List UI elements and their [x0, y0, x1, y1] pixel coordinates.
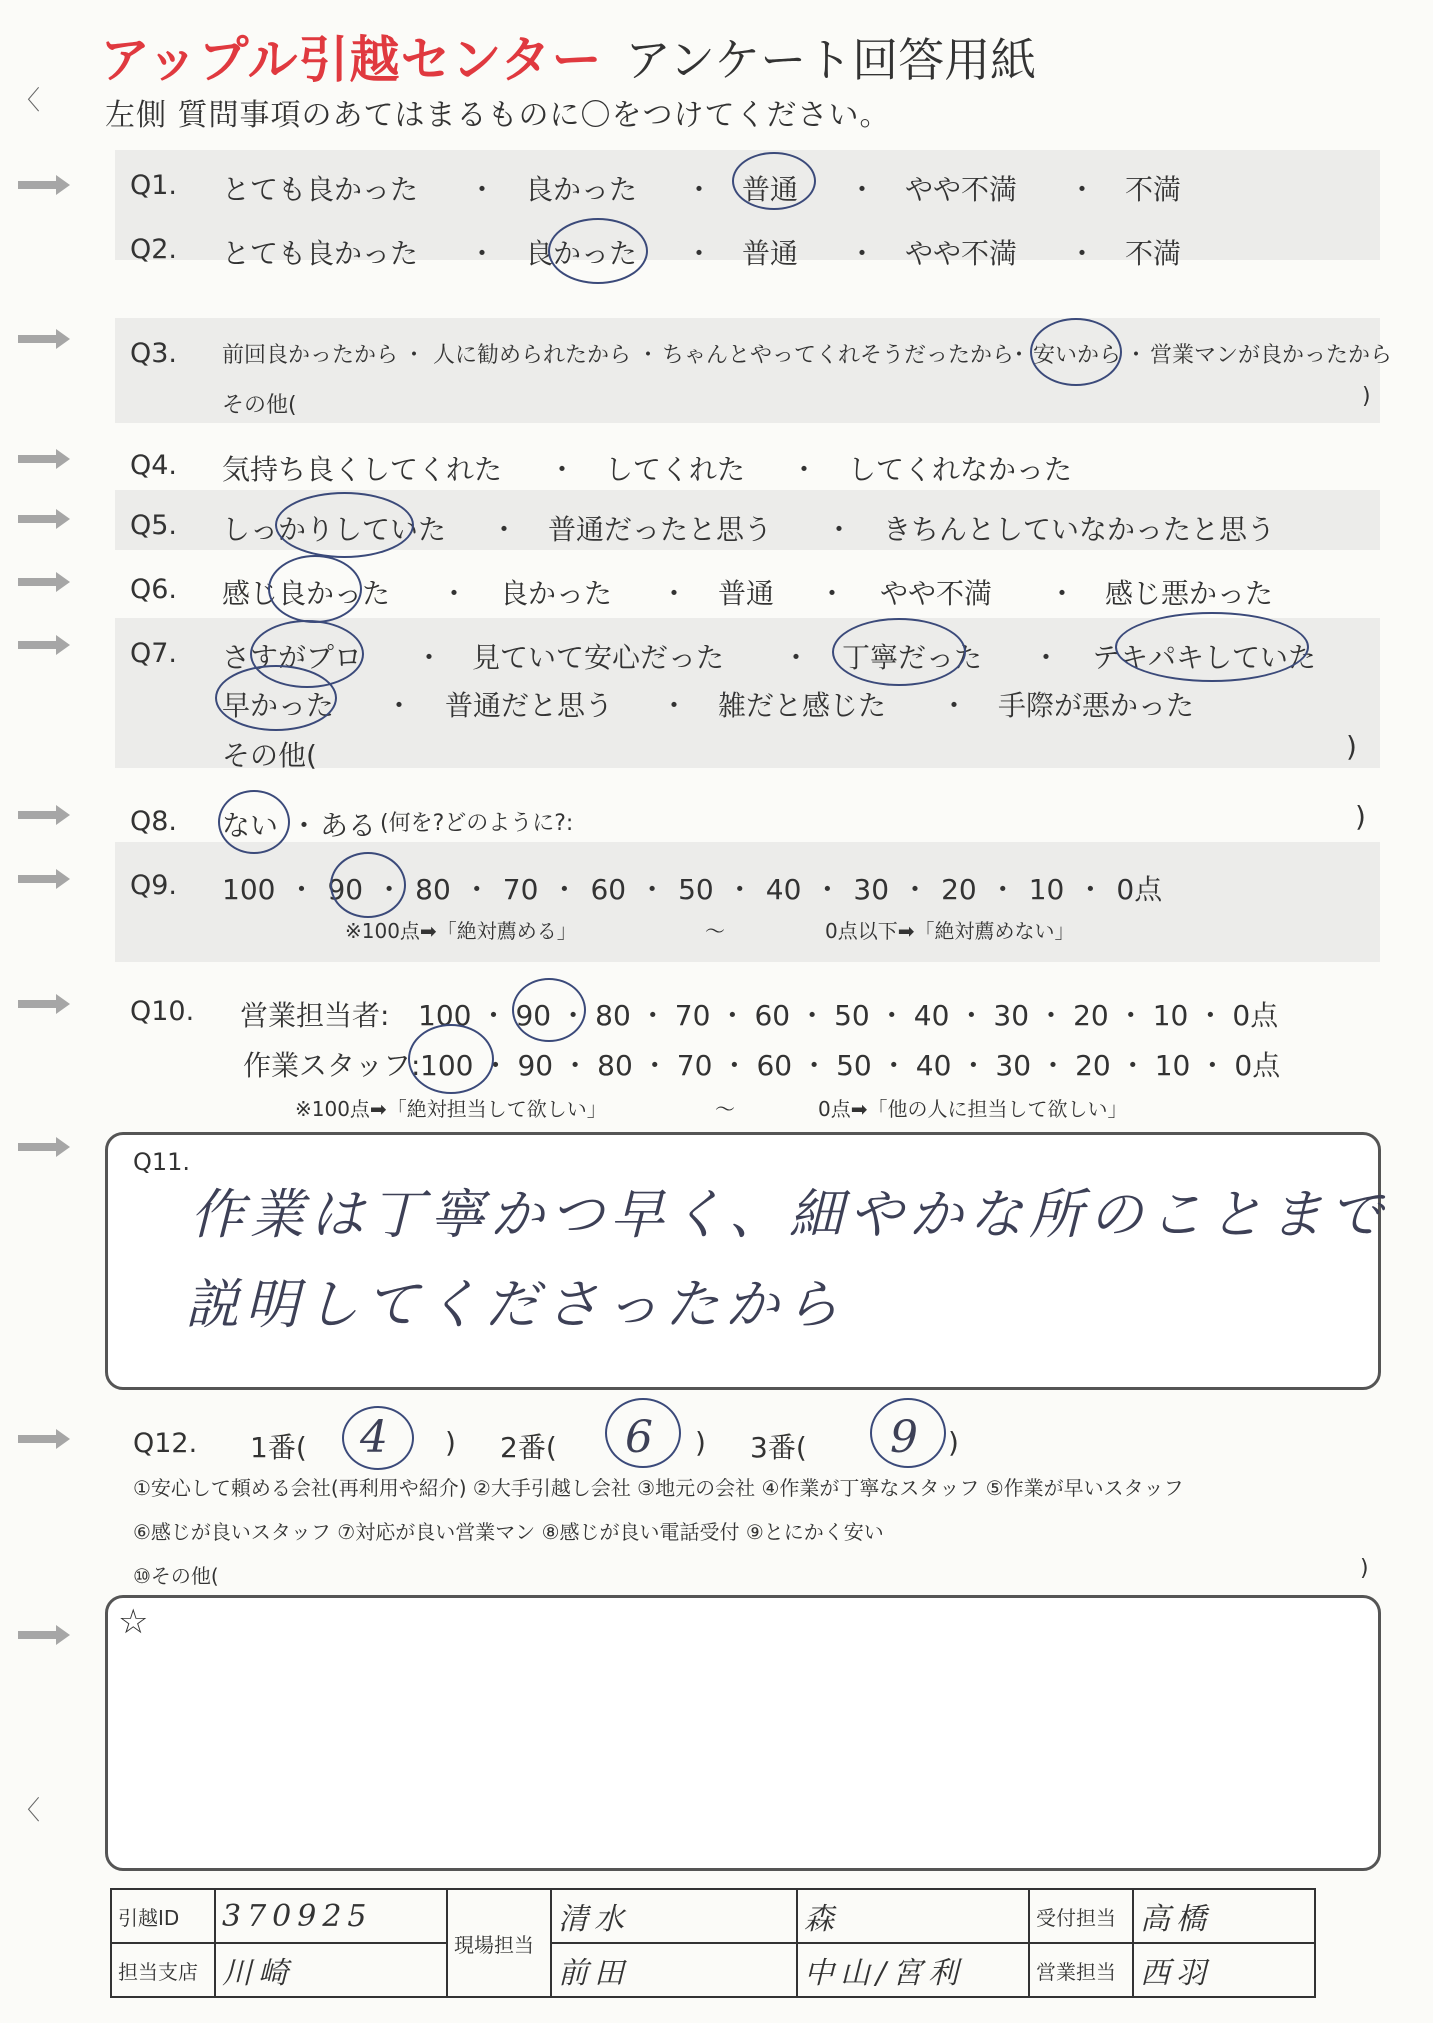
separator-dot: ・ — [988, 873, 1017, 906]
q9-scale-value[interactable]: 90 — [327, 873, 364, 906]
q12-rank2-label: 2番( — [500, 1431, 557, 1464]
q1-option[interactable]: とても良かった — [222, 173, 419, 206]
q11-label: Q11. — [133, 1148, 191, 1176]
q6-option[interactable]: 感じ悪かった — [1105, 577, 1274, 610]
selection-circle — [275, 492, 414, 558]
q6-option[interactable]: 普通 — [718, 577, 775, 610]
q7-option-selected[interactable]: テキパキしていた — [1092, 641, 1317, 674]
q3-band — [115, 318, 1380, 423]
sales-staff-label: 営業担当 — [1029, 1943, 1133, 1997]
q7-other-label: その他( — [222, 739, 317, 772]
q10-note-right: 0点➡「他の人に担当して欲しい」 — [818, 1097, 1128, 1121]
q8-detail-label: (何を?どのように?: — [380, 811, 574, 836]
q3-option[interactable]: 営業マンが良かったから — [1150, 343, 1393, 368]
q12-rank3-value: 9 — [890, 1412, 918, 1463]
q12-rank1-close: ) — [445, 1426, 456, 1459]
separator-dot: ・ — [720, 1049, 749, 1082]
q7-other-close: ) — [1346, 730, 1357, 763]
free-comment-box[interactable] — [105, 1595, 1381, 1871]
arrow-icon — [18, 638, 70, 652]
move-id-label: 引越ID — [111, 1889, 215, 1943]
q6-option[interactable]: やや不満 — [880, 577, 993, 610]
separator-dot: ・ — [1196, 999, 1225, 1032]
q9-note-tilde: 〜 — [705, 919, 725, 943]
q10-staff-value[interactable]: 70 — [676, 1049, 713, 1082]
q10-sales-value[interactable]: 40 — [913, 999, 950, 1032]
separator-dot: ・ — [1198, 1049, 1227, 1082]
q9-label: Q9. — [130, 870, 178, 901]
q2-option[interactable]: やや不満 — [905, 237, 1018, 270]
q12-rank3-label: 3番( — [750, 1431, 807, 1464]
separator-dot: ・ — [800, 1049, 829, 1082]
q10-staff-value[interactable]: 40 — [915, 1049, 952, 1082]
separator-dot: ・ — [1037, 999, 1066, 1032]
q12-choices-line2: ⑥感じが良いスタッフ ⑦対応が良い営業マン ⑧感じが良い電話受付 ⑨とにかく安い — [133, 1520, 884, 1544]
separator-dot: ・ — [479, 999, 508, 1032]
q9-scale-value[interactable]: 20 — [941, 873, 977, 906]
q5-option[interactable]: 普通だったと思う — [548, 513, 773, 546]
q4-option[interactable]: してくれた — [605, 453, 746, 486]
separator-dot: ・ — [375, 873, 404, 906]
q1-option-selected[interactable]: 普通 — [742, 173, 799, 206]
site-value3: 森 — [797, 1889, 1029, 1943]
rank-circle — [605, 1398, 681, 1468]
q7-label: Q7. — [130, 638, 178, 669]
rank-circle — [342, 1406, 414, 1470]
document-title: アンケート回答用紙 — [625, 33, 1037, 87]
q9-note-right: 0点以下➡「絶対薦めない」 — [825, 919, 1075, 943]
q7-option-selected[interactable]: 早かった — [222, 689, 335, 722]
q4-label: Q4. — [130, 450, 178, 481]
q10-staff-value[interactable]: 0点 — [1234, 1049, 1281, 1082]
arrow-icon — [18, 1140, 70, 1154]
q7-option[interactable]: 普通だと思う — [445, 689, 614, 722]
q12-rank2-value: 6 — [625, 1412, 653, 1463]
separator-dot: ・ — [1118, 1049, 1147, 1082]
star-icon: ☆ — [118, 1602, 149, 1642]
arrow-icon — [18, 575, 70, 589]
branch-label: 担当支店 — [111, 1943, 215, 1997]
q5-label: Q5. — [130, 510, 178, 541]
q6-option[interactable]: 良かった — [500, 577, 613, 610]
q10-staff-value[interactable]: 60 — [756, 1049, 793, 1082]
q8-option-selected[interactable]: ない — [222, 809, 279, 842]
q7-option[interactable]: 見ていて安心だった — [472, 641, 725, 674]
q10-staff-value[interactable]: 100 — [420, 1049, 474, 1082]
q12-other-close: ) — [1360, 1556, 1369, 1581]
q10-staff-value[interactable]: 50 — [836, 1049, 872, 1082]
selection-circle — [330, 852, 406, 918]
q4-option[interactable]: してくれなかった — [848, 453, 1073, 486]
rank-circle — [870, 1398, 946, 1468]
separator-dot: ・ — [638, 999, 667, 1032]
selection-circle — [1030, 318, 1122, 386]
selection-circle — [1115, 612, 1309, 682]
q10-sales-value[interactable]: 30 — [993, 999, 1030, 1032]
q2-label: Q2. — [130, 234, 178, 265]
q11-answer-box[interactable] — [105, 1132, 1381, 1390]
q10-staff-value[interactable]: 90 — [517, 1049, 554, 1082]
separator-dot: ・ — [957, 999, 986, 1032]
arrow-icon — [18, 452, 70, 466]
q9-scale-value[interactable]: 30 — [853, 873, 890, 906]
q8-label: Q8. — [130, 806, 178, 837]
reception-label: 受付担当 — [1029, 1889, 1133, 1943]
q9-scale-value[interactable]: 40 — [765, 873, 802, 906]
separator-dot: ・ — [877, 999, 906, 1032]
q3-option[interactable]: ちゃんとやってくれそうだったから — [662, 343, 1015, 368]
separator-dot: ・ — [959, 1049, 988, 1082]
q3-other-close: ) — [1362, 384, 1371, 409]
selection-circle — [512, 978, 586, 1042]
q9-scale-value[interactable]: 60 — [590, 873, 627, 906]
q9-scale-value[interactable]: 100 — [222, 873, 276, 906]
q3-other-label: その他( — [222, 393, 297, 418]
selection-circle — [408, 1024, 494, 1094]
arrow-icon — [18, 512, 70, 526]
q9-scale-value[interactable]: 80 — [415, 873, 451, 906]
separator-dot: ・ — [725, 873, 754, 906]
q7-option[interactable]: 雑だと感じた — [718, 689, 887, 722]
separator-dot: ・ — [550, 873, 579, 906]
selection-circle — [218, 790, 290, 854]
q4-option[interactable]: 気持ち良くしてくれた — [222, 453, 503, 486]
q12-rank3-close: ) — [948, 1426, 959, 1459]
q9-scale-value[interactable]: 70 — [502, 873, 539, 906]
q2-option-selected[interactable]: 良かった — [525, 237, 638, 270]
q10-staff-value[interactable]: 10 — [1154, 1049, 1191, 1082]
arrow-icon — [18, 872, 70, 886]
q1-label: Q1. — [130, 170, 178, 201]
q10-label: Q10. — [130, 996, 195, 1027]
arrow-icon — [18, 1628, 70, 1642]
site-value1: 清水 — [551, 1889, 797, 1943]
staff-table — [110, 1888, 1316, 1998]
separator-dot: ・ — [1039, 1049, 1068, 1082]
site-value2: 前田 — [551, 1943, 797, 1997]
arrow-icon — [18, 332, 70, 346]
brand-title: アップル引越センター — [100, 31, 603, 89]
selection-circle — [268, 555, 362, 623]
q10-sales-value[interactable]: 70 — [674, 999, 711, 1032]
q10-sales-label: 営業担当者: — [240, 999, 390, 1032]
separator-dot: ・ — [462, 873, 491, 906]
q5-option[interactable]: きちんとしていなかったと思う — [883, 513, 1276, 546]
move-id-value: 370925 — [215, 1889, 447, 1943]
q5-option-selected[interactable]: しっかりしていた — [222, 513, 447, 546]
q8-option[interactable]: ある — [320, 809, 377, 842]
q3-option-selected[interactable]: 安いから — [1033, 343, 1122, 368]
separator-dot: ・ — [287, 873, 316, 906]
selection-circle — [832, 618, 966, 686]
q10-note-left: ※100点➡「絶対担当して欲しい」 — [295, 1097, 607, 1121]
q12-label: Q12. — [133, 1428, 198, 1459]
q1-option[interactable]: 良かった — [525, 173, 638, 206]
q3-option[interactable]: 人に勧められたから — [433, 343, 632, 368]
q12-rank1-value: 4 — [360, 1412, 388, 1463]
q7-option-selected[interactable]: さすがプロ — [222, 641, 363, 674]
q11-handwritten-line1: 作業は丁寧かつ早く、細やかな所のことまで — [190, 1183, 1389, 1246]
q10-staff-value[interactable]: 20 — [1075, 1049, 1111, 1082]
separator-dot: ・ — [559, 999, 588, 1032]
q10-sales-value[interactable]: 90 — [515, 999, 552, 1032]
q8-detail-close: ) — [1355, 800, 1366, 833]
q12-rank2-close: ) — [695, 1426, 706, 1459]
q12-choices-line1: ①安心して頼める会社(再利用や紹介) ②大手引越し会社 ③地元の会社 ④作業が丁寧なスタッフ ⑤作業が早いスタッフ — [133, 1476, 1184, 1500]
q10-sales-value[interactable]: 80 — [595, 999, 631, 1032]
branch-value: 川崎 — [215, 1943, 447, 1997]
separator-dot: ・ — [901, 873, 930, 906]
q10-sales-value[interactable]: 20 — [1073, 999, 1109, 1032]
separator-dot: ・ — [640, 1049, 669, 1082]
q10-sales-value[interactable]: 10 — [1152, 999, 1189, 1032]
separator-dot: ・ — [1076, 873, 1105, 906]
margin-mark: 〈 — [14, 86, 41, 116]
q3-option[interactable]: 前回良かったから — [222, 343, 399, 368]
q2-option[interactable]: とても良かった — [222, 237, 419, 270]
q7-option[interactable]: 手際が悪かった — [998, 689, 1195, 722]
q10-staff-scale — [420, 1044, 1280, 1084]
separator-dot: ・ — [718, 999, 747, 1032]
q11-handwritten-line2: 説明してくださったから — [185, 1273, 845, 1336]
q12-rank1-label: 1番( — [250, 1431, 307, 1464]
q1-option[interactable]: 不満 — [1125, 173, 1182, 206]
selection-circle — [215, 665, 337, 731]
reception-value: 高橋 — [1133, 1889, 1315, 1943]
separator-dot: ・ — [1116, 999, 1145, 1032]
margin-mark: 〈 — [14, 1796, 41, 1826]
q9-scale-value[interactable]: 50 — [678, 873, 714, 906]
q9-note-left: ※100点➡「絶対薦める」 — [345, 919, 577, 943]
q10-sales-value[interactable]: 100 — [418, 999, 472, 1032]
q6-label: Q6. — [130, 574, 178, 605]
separator-dot: ・ — [638, 873, 667, 906]
sales-staff-value: 西羽 — [1133, 1943, 1315, 1997]
instruction-text: 左側 質問事項のあてはまるものに〇をつけてください。 — [105, 98, 891, 133]
q10-staff-value[interactable]: 80 — [597, 1049, 633, 1082]
arrow-icon — [18, 997, 70, 1011]
q2-option[interactable]: 不満 — [1125, 237, 1182, 270]
q10-staff-label: 作業スタッフ: — [243, 1049, 421, 1082]
arrow-icon — [18, 178, 70, 192]
arrow-icon — [18, 1432, 70, 1446]
selection-circle — [548, 218, 648, 284]
q10-note-tilde: 〜 — [715, 1097, 735, 1121]
q1-option[interactable]: やや不満 — [905, 173, 1018, 206]
q6-option-selected[interactable]: 感じ良かった — [222, 577, 391, 610]
separator-dot: ・ — [813, 873, 842, 906]
selection-circle — [732, 152, 816, 210]
site-label: 現場担当 — [447, 1889, 551, 1997]
separator-dot: ・ — [879, 1049, 908, 1082]
q3-label: Q3. — [130, 338, 178, 369]
separator-dot: ・ — [561, 1049, 590, 1082]
separator-dot: ・ — [481, 1049, 510, 1082]
q10-sales-value[interactable]: 50 — [834, 999, 870, 1032]
q10-sales-value[interactable]: 0点 — [1232, 999, 1279, 1032]
q10-sales-value[interactable]: 60 — [754, 999, 791, 1032]
q9-scale-value[interactable]: 10 — [1028, 873, 1065, 906]
q9-scale-value[interactable]: 0点 — [1116, 873, 1163, 906]
q7-option-selected[interactable]: 丁寧だった — [842, 641, 983, 674]
separator-dot: ・ — [798, 999, 827, 1032]
q10-staff-value[interactable]: 30 — [995, 1049, 1032, 1082]
site-value4: 中山/宮利 — [797, 1943, 1029, 1997]
q2-option[interactable]: 普通 — [742, 237, 799, 270]
q12-other-label: ⑩その他( — [133, 1564, 219, 1588]
arrow-icon — [18, 808, 70, 822]
